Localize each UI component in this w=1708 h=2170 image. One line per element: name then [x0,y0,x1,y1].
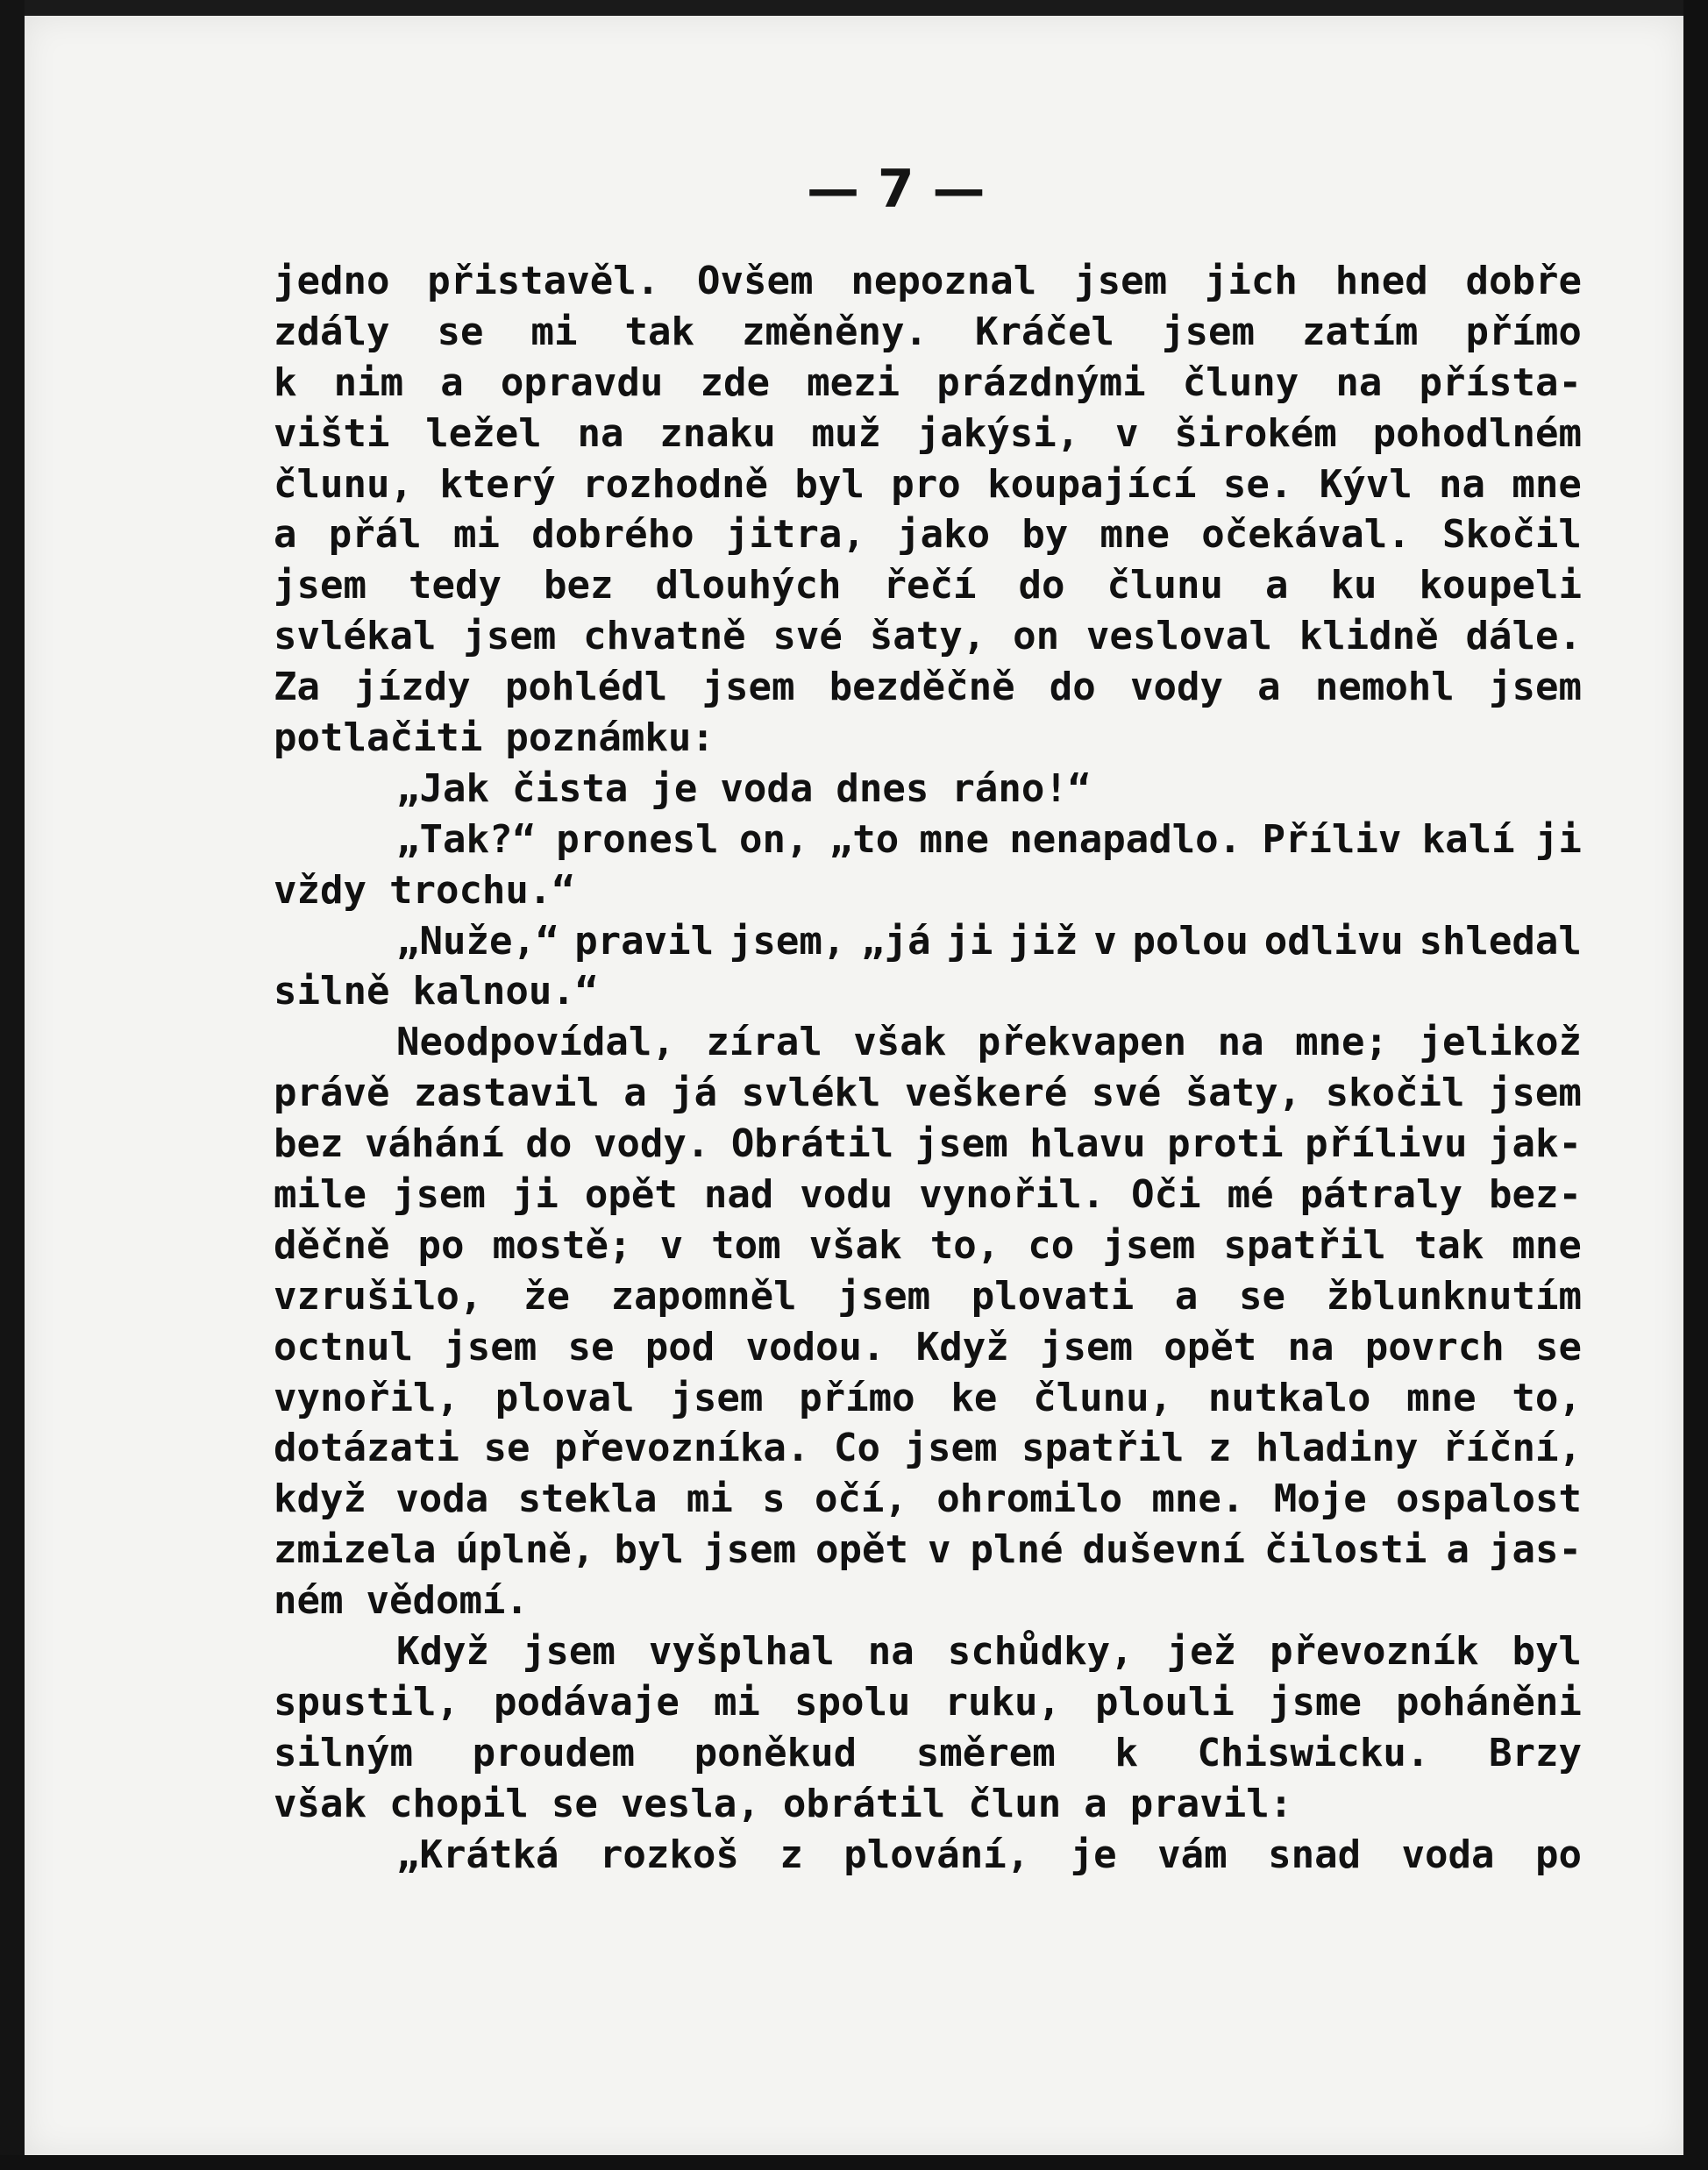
page-number: — 7 — [807,159,986,220]
text-line: „Tak?“ pronesl on, „to mne nenapadlo. Příliv kalí ji [396,816,1582,862]
text-line: právě zastavil a já svlékl veškeré své šaty, skočil jsem [274,1071,1582,1116]
text-line: Neodpovídal, zíral však překvapen na mne; jelikož [396,1020,1582,1065]
text-line: bez váhání do vody. Obrátil jsem hlavu proti přílivu jak- [274,1121,1582,1167]
text-line: „Nuže,“ pravil jsem, „já ji již v polou odlivu shledal [396,918,1582,964]
text-line: mile jsem ji opět nad vodu vynořil. Oči mé pátraly bez- [274,1172,1582,1218]
text-line: „Krátká rozkoš z plování, je vám snad voda po [396,1832,1582,1877]
text-line: ném vědomí. [274,1578,529,1624]
text-line: jedno přistavěl. Ovšem nepoznal jsem jich hned dobře [274,259,1582,303]
text-line: octnul jsem se pod vodou. Když jsem opět na povrch se [274,1324,1582,1370]
text-line: jsem tedy bez dlouhých řečí do člunu a ku koupeli [274,563,1582,608]
text-line: a přál mi dobrého jitra, jako by mne očekával. Skočil [274,512,1582,558]
text-line: však chopil se vesla, obrátil člun a pravil: [274,1781,1293,1826]
text-line: spustil, podávaje mi spolu ruku, plouli jsme poháněni [274,1679,1582,1725]
text-line: když voda stekla mi s očí, ohromilo mne. Moje ospalost [274,1476,1582,1522]
text-line: svlékal jsem chvatně své šaty, on vesloval klidně dále. [274,614,1582,659]
text-line: silným proudem poněkud směrem k Chiswicku. Brzy [274,1730,1582,1775]
scan-bottom-border [0,2155,1708,2170]
body-text [274,256,1582,1881]
text-line: „Jak čista je voda dnes ráno!“ [396,765,1092,811]
text-line: vynořil, ploval jsem přímo ke člunu, nutkalo mne to, [274,1375,1582,1420]
text-line: zmizela úplně, byl jsem opět v plné duševní čilosti a jas- [274,1527,1582,1573]
text-line: děčně po mostě; v tom však to, co jsem spatřil tak mne [274,1222,1582,1268]
text-line: Když jsem vyšplhal na schůdky, jež převozník byl [396,1629,1582,1675]
text-line: višti ležel na znaku muž jakýsi, v širokém pohodlném [274,410,1582,456]
text-line: potlačiti poznámku: [274,715,715,761]
text-line: Za jízdy pohlédl jsem bezděčně do vody a nemohl jsem [274,665,1582,710]
text-line: silně kalnou.“ [274,969,599,1014]
text-line: vzrušilo, že zapomněl jsem plovati a se žblunknutím [274,1273,1582,1319]
text-line: člunu, který rozhodně byl pro koupající se. Kývl na mne [274,461,1582,507]
scan-left-border [0,0,25,2170]
text-line: vždy trochu.“ [274,867,575,913]
scan-right-border [1683,0,1708,2170]
text-line: dotázati se převozníka. Co jsem spatřil z hladiny říční, [274,1426,1582,1471]
text-line: k nim a opravdu zde mezi prázdnými čluny na přísta- [274,359,1582,405]
text-line: zdály se mi tak změněny. Kráčel jsem zatím přímo [274,309,1582,354]
